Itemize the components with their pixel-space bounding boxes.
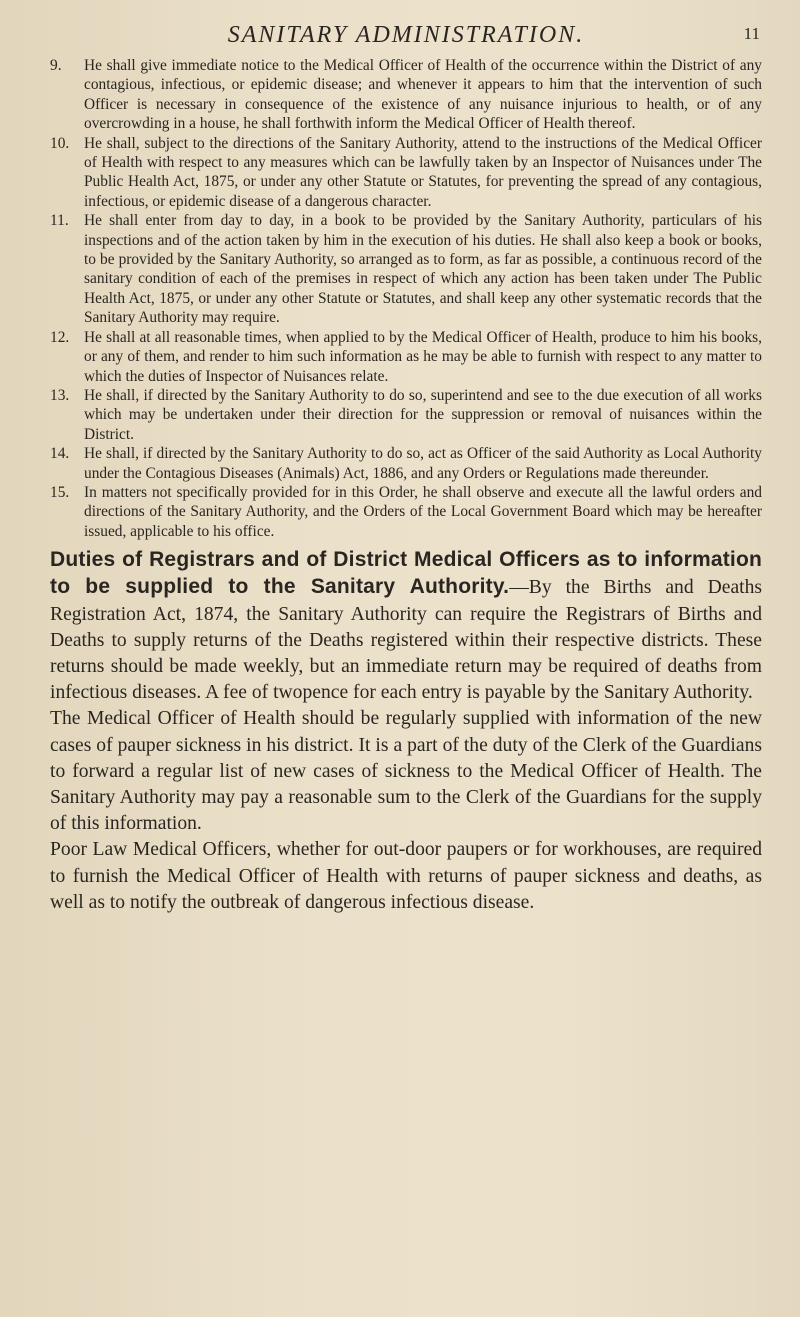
clause-9 [50,56,762,134]
section-heading-tail: —By the Births and Deaths Registration Act, 1874, the Sanitary Authority can require the Registrars of Births and Deaths to supply returns of the Deaths registered within their respective districts. These returns should be made weekly, but an immediate return may be required of deaths from infectious diseases. A fee of twopence for each entry is payable by the Sanitary Authority. [50,577,763,704]
clause-text: He shall enter from day to day, in a book to be provided by the Sanitary Authority, particulars of his inspections and of the action taken by him in the execution of his duties. He shall also keep a book or books, to be provided by the Sanitary Authority, so arranged as to form, as far as possible, a continuous record of the sanitary condition of each of the premises in respect of which any action has been taken under The Public Health Act, 1875, or under any other Statute or Statutes, and shall keep any other systematic records that the Sanitary Authority may require. [84,212,762,327]
clause-text: He shall, subject to the directions of the Sanitary Authority, attend to the instructions of the Medical Officer of Health with respect to any measures which can be lawfully taken by an Inspector of Nuisances under The Public Health Act, 1875, or under any other Statute or Statutes, for preventing the spread of any contagious, infectious, or epidemic disease of a dangerous character. [84,134,762,210]
clause-number: 13. [50,386,70,404]
clause-text: He shall at all reasonable times, when applied to by the Medical Officer of Health, produce to him his books, or any of them, and render to him such information as he may be able to furnish with respect to any matter to which the duties of Inspector of Nuisances relate. [84,328,762,385]
section-opening-paragraph [50,547,762,706]
clause-text: He shall give immediate notice to the Medical Officer of Health of the occurrence within the District of any contagious, infectious, or epidemic disease; and whenever it appears to him that the intervention of such Officer is necessary in consequence of the existence of any nuisance injurious to health, or of any overcrowding in a house, he shall forthwith inform the Medical Officer of Health thereof. [84,57,762,133]
body-paragraph: The Medical Officer of Health should be regularly supplied with information of the new cases of pauper sickness in his district. It is a part of the duty of the Clerk of the Guardians to forward a regular list of new cases of sickness to the Medical Officer of Health. The Sanitary Authority may pay a reasonable sum to the Clerk of the Guardians for the supply of this information. [50,708,762,835]
clause-12 [50,328,762,386]
clause-number: 10. [50,134,70,152]
clause-11 [50,211,762,327]
clause-number: 14. [50,445,70,463]
clause-number: 15. [50,483,70,501]
body-paragraph: Poor Law Medical Officers, whether for out-door paupers or for workhouses, are required to furnish the Medical Officer of Health with returns of pauper sickness and deaths, as well as to notify the outbreak of dangerous infectious disease. [50,839,762,913]
running-head [50,0,762,56]
page-number: 11 [743,24,760,43]
clause-10 [50,134,762,212]
clause-text: He shall, if directed by the Sanitary Authority to do so, superintend and see to the due execution of all works which may be undertaken under their direction for the suppression or removal of nuisances within the District. [84,386,762,443]
clause-14 [50,444,762,483]
clause-text: He shall, if directed by the Sanitary Authority to do so, act as Officer of the said Authority as Local Authority under the Contagious Diseases (Animals) Act, 1886, and any Orders or Regulations made thereunder. [84,445,762,482]
clause-number: 11. [50,212,69,230]
clause-list [50,56,762,541]
running-title: SANITARY ADMINISTRATION. [227,22,585,48]
clause-number: 9. [50,57,62,74]
clause-number: 12. [50,328,70,346]
clause-15 [50,483,762,541]
clause-13 [50,386,762,444]
clause-text: In matters not specifically provided for in this Order, he shall observe and execute all the lawful orders and directions of the Sanitary Authority, and the Orders of the Local Government Board which may be hereafter issued, applicable to his office. [84,483,762,540]
section-heading: Duties of Registrars and of District Medical Officers as to information to be supplied to the Sanitary Authority. [50,548,762,599]
